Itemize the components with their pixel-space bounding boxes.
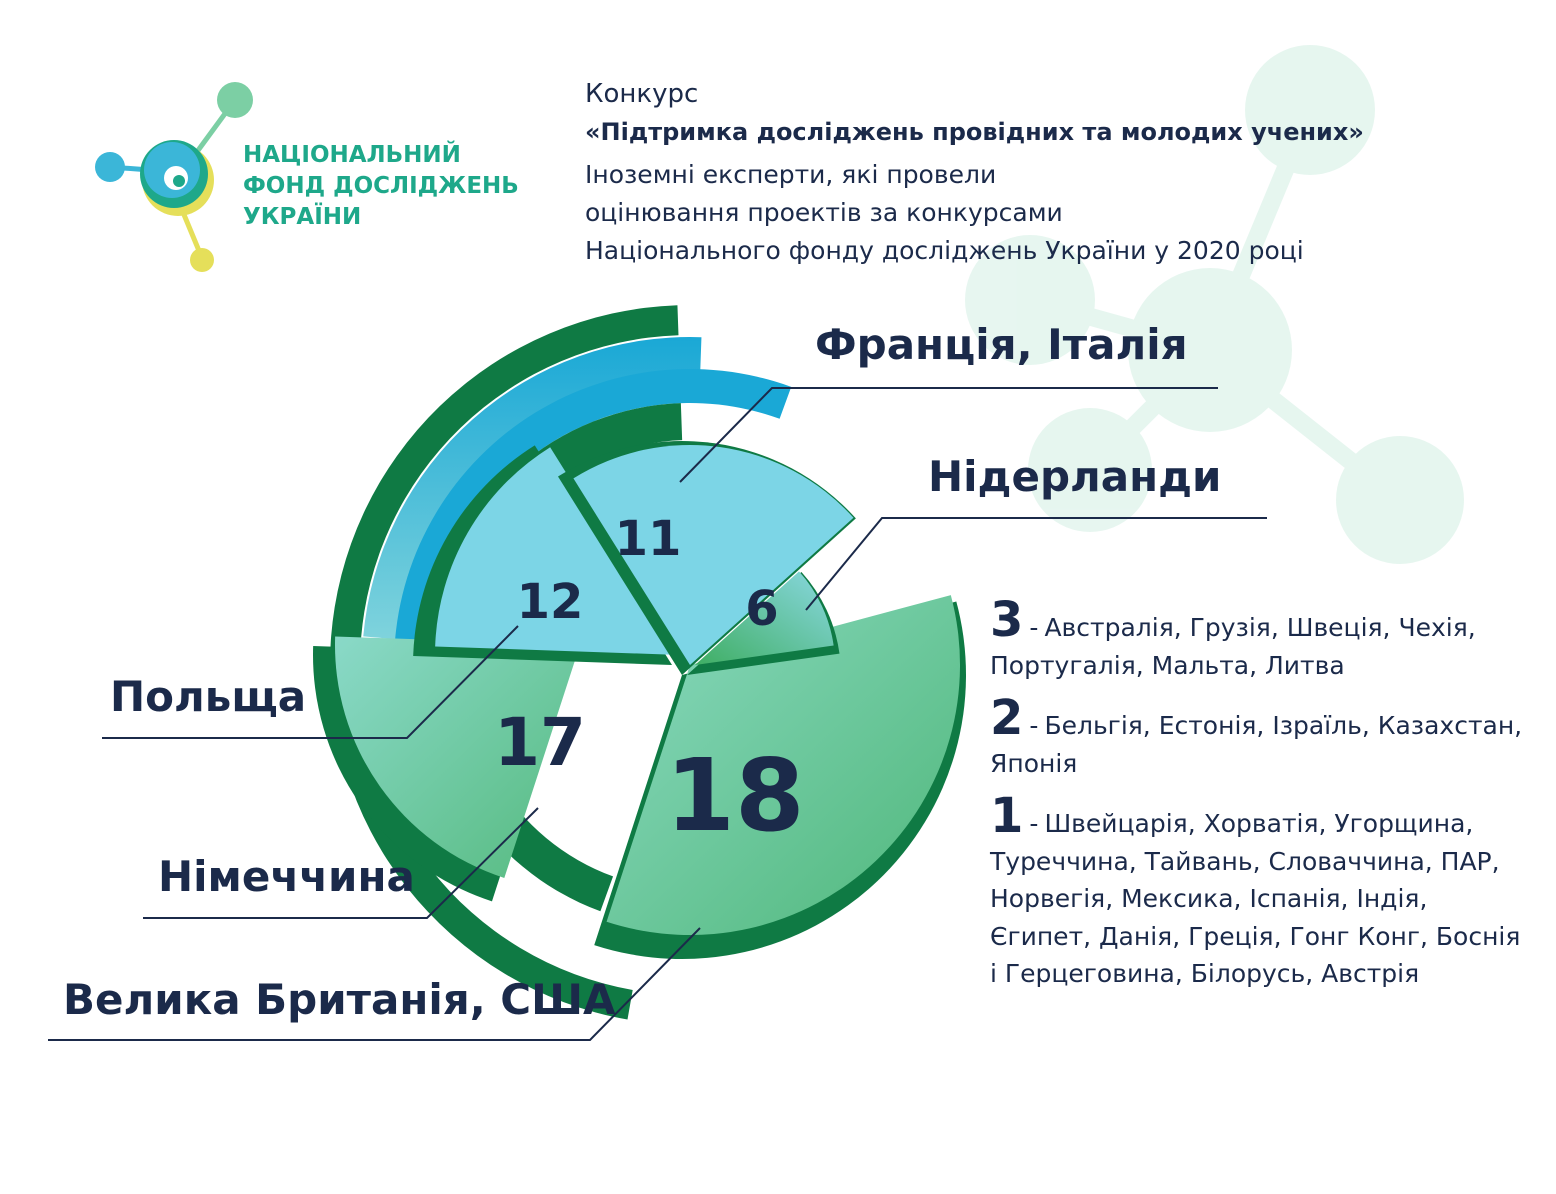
others-group-2	[990, 690, 1530, 782]
dash: -	[1029, 711, 1039, 740]
slice-country-label: Франція, Італія	[815, 320, 1188, 369]
description-line-2: оцінювання проектів за конкурсами	[585, 198, 1063, 227]
other-countries	[990, 592, 1530, 1009]
slice-country-label: Німеччина	[158, 852, 415, 901]
slice-value-label: 6	[745, 581, 779, 637]
contest-name: «Підтримка досліджень провідних та молодих учених»	[585, 118, 1364, 146]
logo-line-3: УКРАЇНИ	[243, 204, 362, 230]
others-count: 3	[990, 592, 1024, 648]
slice-country-label: Польща	[110, 672, 307, 721]
slice-value-label: 17	[494, 704, 586, 781]
dash: -	[1029, 613, 1039, 642]
slice-country-label: Нідерланди	[928, 452, 1222, 501]
description-line-1: Іноземні експерти, які провели	[585, 160, 997, 189]
others-countries: Бельгія, Естонія, Ізраїль, Казахстан, Японія	[990, 711, 1523, 778]
others-group-1	[990, 788, 1530, 993]
others-count: 1	[990, 788, 1024, 844]
others-count: 2	[990, 690, 1024, 746]
slice-value-label: 18	[665, 737, 805, 854]
leader-line	[806, 518, 1267, 610]
others-group-3	[990, 592, 1530, 684]
others-countries: Австралія, Грузія, Швеція, Чехія, Португалія, Мальта, Литва	[990, 613, 1476, 680]
slice-value-label: 12	[516, 574, 584, 630]
description-line-3: Національного фонду досліджень України у 2020 році	[585, 236, 1304, 265]
dash: -	[1029, 809, 1039, 838]
logo-line-1: НАЦІОНАЛЬНИЙ	[243, 142, 461, 168]
slice-country-label: Велика Британія, США	[63, 975, 616, 1024]
contest-label: Конкурс	[585, 79, 699, 109]
logo-line-2: ФОНД ДОСЛІДЖЕНЬ	[243, 173, 519, 199]
slice-value-label: 11	[614, 511, 682, 567]
others-countries: Швейцарія, Хорватія, Угорщина, Туреччина, Тайвань, Словаччина, ПАР, Норвегія, Мексика, Іспанія, Індія, Єгипет, Данія, Греція, Гонг Конг, Боснія і Герцеговина, Білорусь, Австрія	[990, 809, 1521, 988]
